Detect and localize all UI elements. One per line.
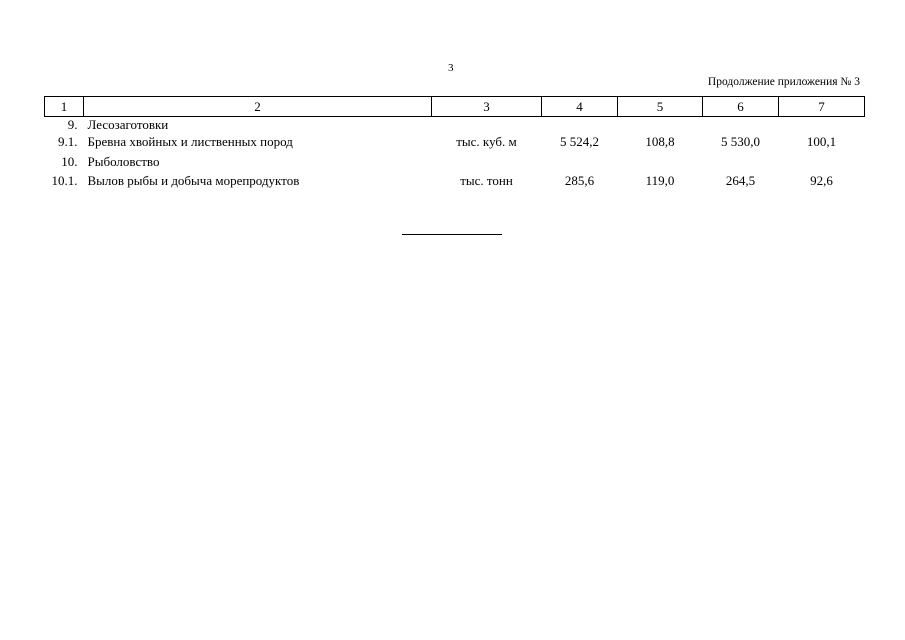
row-unit: тыс. тонн — [460, 173, 513, 188]
page-number: 3 — [448, 62, 454, 74]
row-value-5: 108,8 — [645, 134, 675, 149]
row-number: 9.1. — [58, 134, 78, 149]
header-col-5: 5 — [618, 97, 703, 117]
table-row — [45, 152, 865, 172]
row-value-4 — [542, 152, 618, 172]
row-value-7: 100,1 — [806, 134, 837, 149]
footer-separator-line — [402, 234, 502, 235]
row-value-7 — [779, 152, 865, 172]
header-col-4: 4 — [542, 97, 618, 117]
row-name: Рыболовство — [87, 153, 160, 169]
table-row — [45, 132, 865, 152]
row-value-6 — [703, 152, 779, 172]
row-number: 10.1. — [51, 173, 78, 188]
row-value-5: 119,0 — [645, 173, 675, 188]
row-number: 9. — [67, 117, 78, 132]
row-value-4: 5 524,2 — [560, 134, 599, 149]
header-col-2: 2 — [84, 97, 432, 117]
row-name: Лесозаготовки — [87, 117, 169, 132]
row-name: Бревна хвойных и лиственных пород — [87, 134, 293, 149]
header-col-7: 7 — [779, 97, 865, 117]
header-col-1: 1 — [45, 97, 84, 117]
row-unit — [432, 117, 542, 133]
row-unit — [432, 152, 542, 172]
header-col-3: 3 — [432, 97, 542, 117]
table-row — [45, 117, 865, 133]
appendix-continuation-label: Продолжение приложения № 3 — [707, 76, 860, 88]
row-name: Вылов рыбы и добыча морепродуктов — [87, 173, 300, 188]
row-value-7 — [779, 117, 865, 133]
table-header-row — [45, 97, 865, 117]
row-value-6: 5 530,0 — [721, 134, 760, 149]
data-table — [44, 96, 865, 191]
row-value-6 — [703, 117, 779, 133]
row-value-5 — [618, 152, 703, 172]
row-value-4: 285,6 — [564, 173, 595, 188]
table-row — [45, 171, 865, 191]
header-col-6: 6 — [703, 97, 779, 117]
row-number: 10. — [61, 153, 78, 169]
row-value-4 — [542, 117, 618, 133]
row-value-6: 264,5 — [725, 173, 756, 188]
row-value-5 — [618, 117, 703, 133]
row-unit: тыс. куб. м — [456, 134, 517, 149]
row-value-7: 92,6 — [810, 173, 833, 188]
